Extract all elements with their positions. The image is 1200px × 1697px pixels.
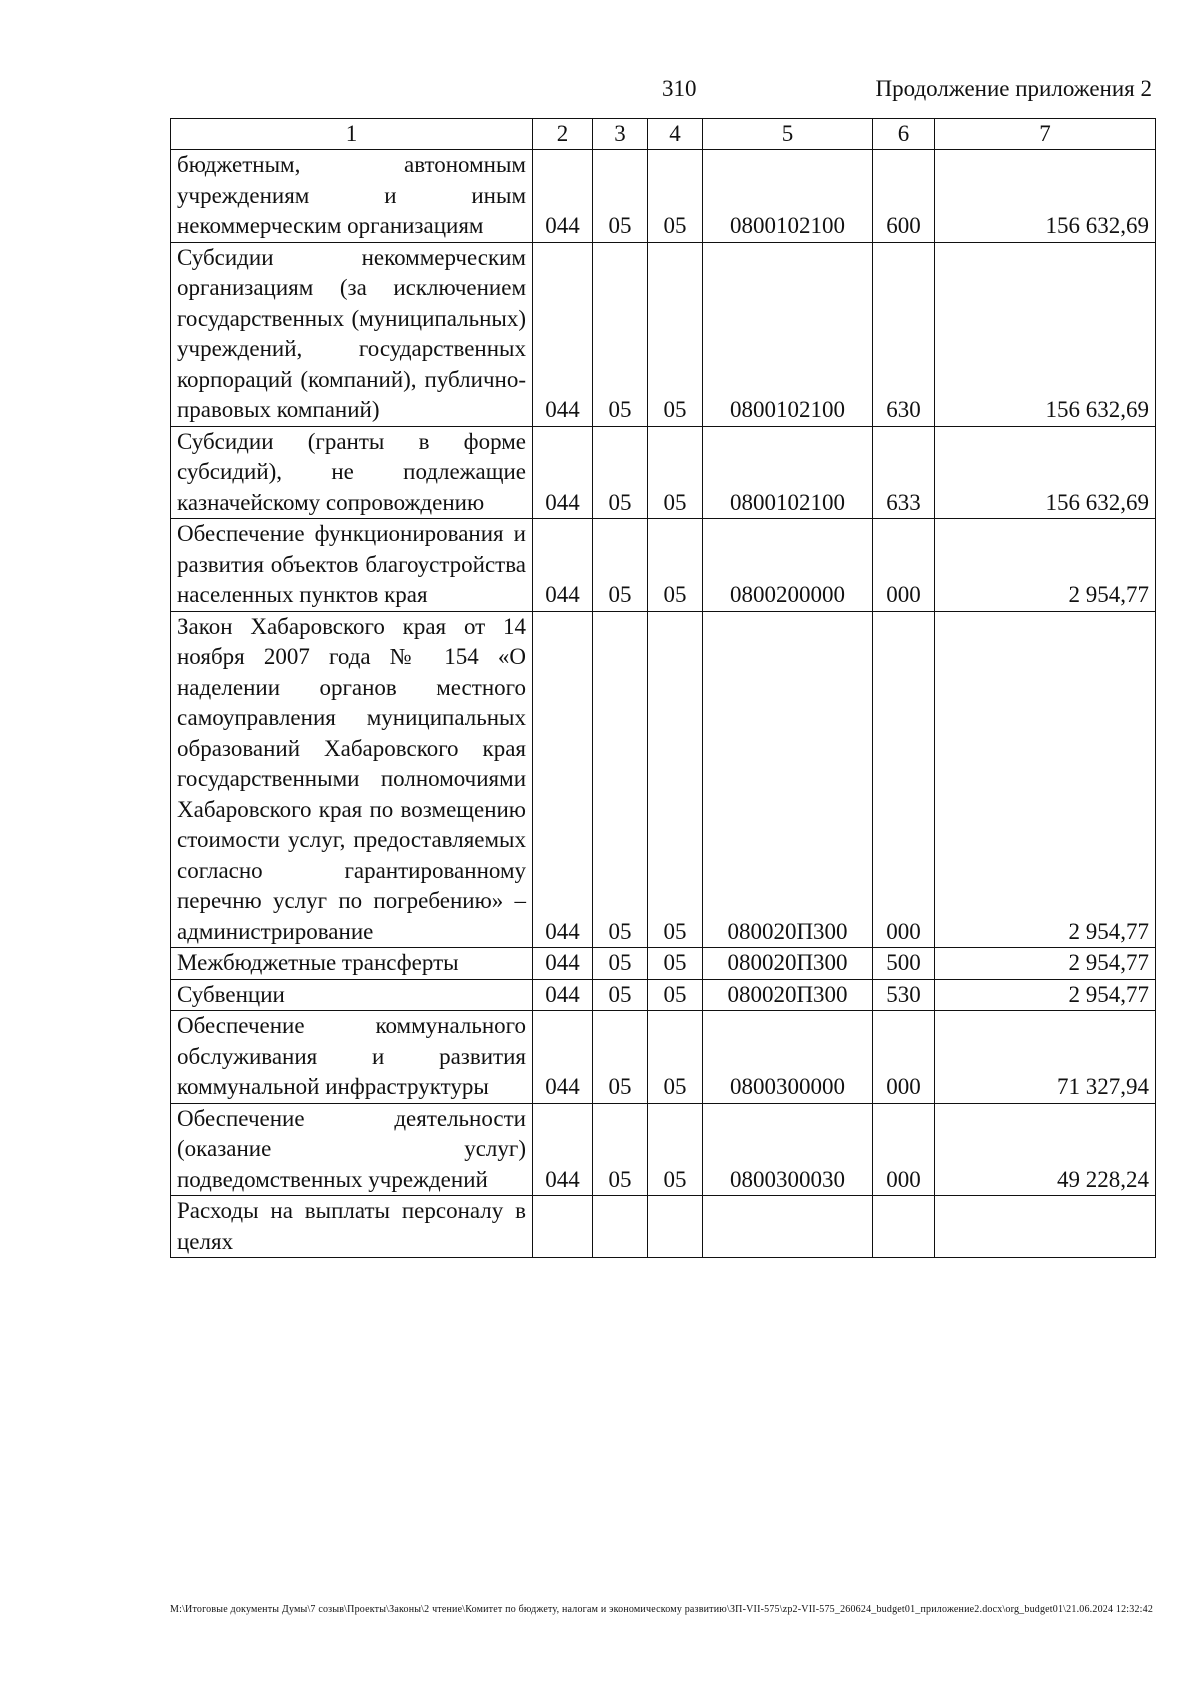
section-code: 05 (593, 979, 648, 1011)
ministry-code: 044 (533, 426, 593, 519)
subsection-code: 05 (648, 1011, 703, 1104)
expense-type-code: 633 (873, 426, 935, 519)
target-article-code (703, 1196, 873, 1258)
page-header (0, 76, 1200, 108)
subsection-code: 05 (648, 519, 703, 612)
expense-type-code: 600 (873, 150, 935, 243)
subsection-code: 05 (648, 150, 703, 243)
target-article-code: 0800300030 (703, 1103, 873, 1196)
column-header: 3 (593, 119, 648, 150)
target-article-code: 080020П300 (703, 611, 873, 948)
table-row (171, 150, 1156, 243)
subsection-code: 05 (648, 1103, 703, 1196)
amount: 156 632,69 (935, 150, 1156, 243)
ministry-code: 044 (533, 1103, 593, 1196)
amount: 2 954,77 (935, 979, 1156, 1011)
section-code: 05 (593, 1011, 648, 1104)
expense-name: Закон Хабаровского края от 14 ноября 2007 года № 154 «О наделении органов местного самоуправления муниципальных образований Хабаровского края государственными полномочиями Хабаровского края по возмещению стоимости услуг, предоставляемых согласно гарантированному перечню услуг по погребению» – администрирование (171, 611, 533, 948)
section-code: 05 (593, 150, 648, 243)
ministry-code: 044 (533, 1011, 593, 1104)
expense-name: Обеспечение деятельности (оказание услуг) подведомственных учреждений (171, 1103, 533, 1196)
section-code: 05 (593, 426, 648, 519)
ministry-code: 044 (533, 611, 593, 948)
expense-type-code: 500 (873, 948, 935, 980)
target-article-code: 0800102100 (703, 426, 873, 519)
target-article-code: 080020П300 (703, 979, 873, 1011)
amount: 156 632,69 (935, 242, 1156, 426)
table-row (171, 1196, 1156, 1258)
column-header: 4 (648, 119, 703, 150)
expense-name: Обеспечение коммунального обслуживания и развития коммунальной инфраструктуры (171, 1011, 533, 1104)
expense-type-code: 000 (873, 611, 935, 948)
ministry-code: 044 (533, 519, 593, 612)
subsection-code: 05 (648, 426, 703, 519)
column-header: 1 (171, 119, 533, 150)
amount: 156 632,69 (935, 426, 1156, 519)
subsection-code: 05 (648, 979, 703, 1011)
target-article-code: 0800102100 (703, 242, 873, 426)
budget-table (170, 118, 1156, 1258)
subsection-code: 05 (648, 948, 703, 980)
target-article-code: 0800102100 (703, 150, 873, 243)
table-row (171, 519, 1156, 612)
section-code: 05 (593, 948, 648, 980)
table-row (171, 948, 1156, 980)
expense-type-code (873, 1196, 935, 1258)
amount: 49 228,24 (935, 1103, 1156, 1196)
target-article-code: 0800200000 (703, 519, 873, 612)
section-code: 05 (593, 1103, 648, 1196)
section-code: 05 (593, 611, 648, 948)
ministry-code (533, 1196, 593, 1258)
amount: 2 954,77 (935, 519, 1156, 612)
table-row (171, 242, 1156, 426)
expense-name: Субсидии некоммерческим организациям (за исключением государственных (муниципальных) учреждений, государственных корпораций (компаний), публично-правовых компаний) (171, 242, 533, 426)
table-header-row (171, 119, 1156, 150)
continuation-label: Продолжение приложения 2 (875, 76, 1152, 101)
expense-type-code: 000 (873, 1011, 935, 1104)
expense-name: Расходы на выплаты персоналу в целях (171, 1196, 533, 1258)
ministry-code: 044 (533, 948, 593, 980)
table-row (171, 1103, 1156, 1196)
subsection-code: 05 (648, 611, 703, 948)
amount: 71 327,94 (935, 1011, 1156, 1104)
amount (935, 1196, 1156, 1258)
expense-name: Субсидии (гранты в форме субсидий), не подлежащие казначейскому сопровождению (171, 426, 533, 519)
target-article-code: 080020П300 (703, 948, 873, 980)
table-row (171, 611, 1156, 948)
expense-type-code: 000 (873, 519, 935, 612)
expense-type-code: 530 (873, 979, 935, 1011)
amount: 2 954,77 (935, 948, 1156, 980)
section-code (593, 1196, 648, 1258)
subsection-code: 05 (648, 242, 703, 426)
section-code: 05 (593, 519, 648, 612)
amount: 2 954,77 (935, 611, 1156, 948)
column-header: 5 (703, 119, 873, 150)
section-code: 05 (593, 242, 648, 426)
subsection-code (648, 1196, 703, 1258)
expense-type-code: 630 (873, 242, 935, 426)
expense-name: Межбюджетные трансферты (171, 948, 533, 980)
column-header: 2 (533, 119, 593, 150)
table-row (171, 979, 1156, 1011)
table-row (171, 426, 1156, 519)
ministry-code: 044 (533, 242, 593, 426)
page-number: 310 (662, 76, 697, 101)
column-header: 6 (873, 119, 935, 150)
column-header: 7 (935, 119, 1156, 150)
ministry-code: 044 (533, 979, 593, 1011)
target-article-code: 0800300000 (703, 1011, 873, 1104)
ministry-code: 044 (533, 150, 593, 243)
expense-name: бюджетным, автономным учреждениям и иным некоммерческим организациям (171, 150, 533, 243)
expense-name: Субвенции (171, 979, 533, 1011)
table-row (171, 1011, 1156, 1104)
expense-name: Обеспечение функционирования и развития объектов благоустройства населенных пунктов края (171, 519, 533, 612)
document-footer-path: M:\Итоговые документы Думы\7 созыв\Проекты\Законы\2 чтение\Комитет по бюджету, налогам и экономическому развитию\ЗП-VII-575\zp2-VII-575_260624_budget01_приложение2.docx\org_budget01\21.06.2024 12:32:42 (170, 1604, 1154, 1615)
expense-type-code: 000 (873, 1103, 935, 1196)
